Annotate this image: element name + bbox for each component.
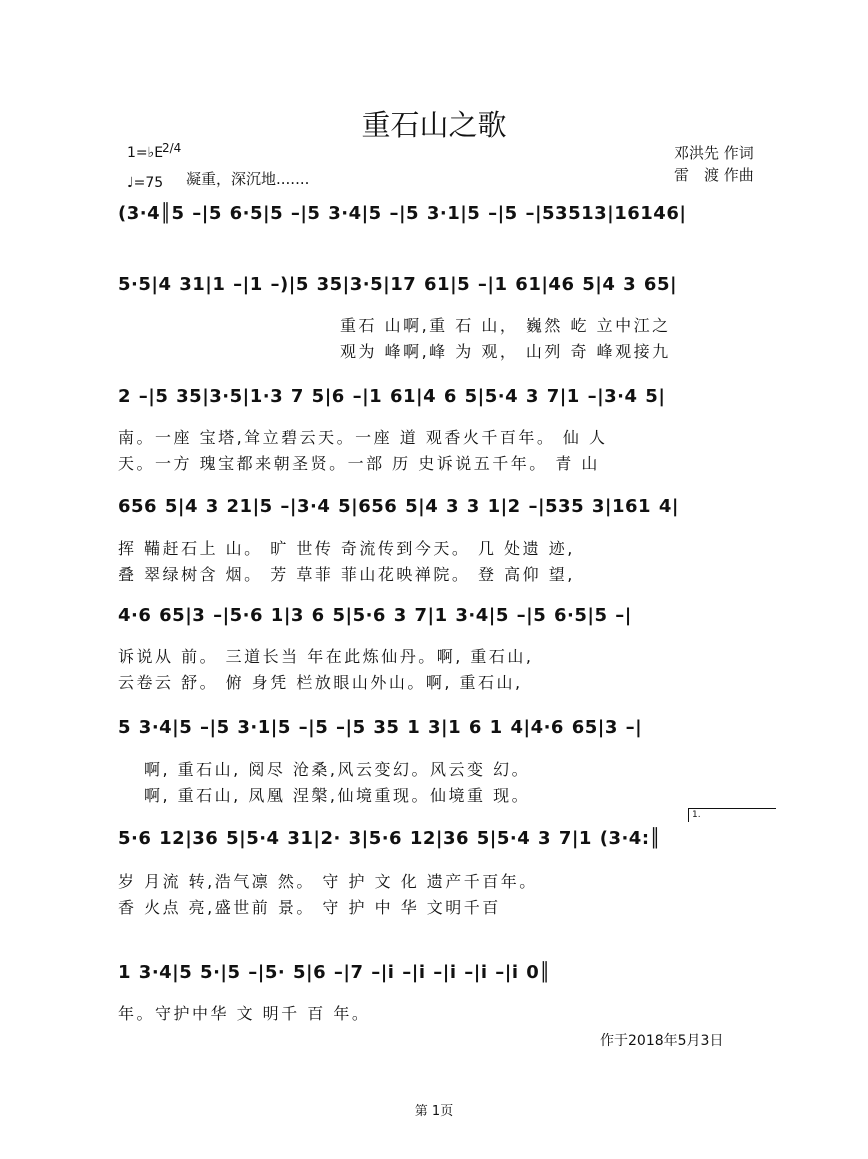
lyric-line-2a: 重石 山啊,重 石 山， 巍然 屹 立中江之 <box>340 316 671 335</box>
lyric-line-6a: 啊, 重石山, 阅尽 沧桑,风云变幻。风云变 幻。 <box>144 760 531 779</box>
music-system-1: (3·4║5 –|5 6·5|5 –|5 3·4|5 –|5 3·1|5 –|5 –|53513|16146| <box>118 203 687 224</box>
volta-bracket-line <box>688 808 776 809</box>
key-signature: 1=♭E <box>127 145 164 161</box>
composer-credit: 雷 渡 作曲 <box>674 166 754 184</box>
song-title: 重石山之歌 <box>361 108 507 142</box>
music-system-8: 1 3·4|5 5·|5 –|5· 5|6 –|7 –|i –|i –|i –|i –|i 0║ <box>118 962 551 983</box>
volta-label: 1. <box>692 810 701 820</box>
credits <box>674 142 754 186</box>
music-system-3: 2 –|5 35|3·5|1·3 7 5|6 –|1 61|4 6 5|5·4 3 7|1 –|3·4 5| <box>118 386 666 407</box>
lyric-line-3b: 天。一方 瑰宝都来朝圣贤。一部 历 史诉说五千年。 青 山 <box>118 454 600 473</box>
expression-marking: 凝重，深沉地....... <box>186 170 310 188</box>
tempo-marking: ♩=75 <box>127 175 164 191</box>
time-signature: 2/4 <box>162 141 182 155</box>
lyric-line-7a: 岁 月流 转,浩气凛 然。 守 护 文 化 遗产千百年。 <box>118 872 538 891</box>
composition-date: 作于2018年5月3日 <box>600 1033 724 1049</box>
lyric-line-3a: 南。一座 宝塔,耸立碧云天。一座 道 观香火千百年。 仙 人 <box>118 428 608 447</box>
music-system-2: 5·5|4 31|1 –|1 –)|5 35|3·5|17 61|5 –|1 61|46 5|4 3 65| <box>118 274 678 295</box>
page-number: 第 1页 <box>414 1104 454 1119</box>
lyric-line-4b: 叠 翠绿树含 烟。 芳 草菲 菲山花映禅院。 登 高仰 望, <box>118 565 575 584</box>
lyric-line-6b: 啊, 重石山, 凤凰 涅槃,仙境重现。仙境重 现。 <box>144 786 531 805</box>
lyric-line-4a: 挥 鞴赶石上 山。 旷 世传 奇流传到今天。 几 处遗 迹, <box>118 539 575 558</box>
lyric-line-7b: 香 火点 亮,盛世前 景。 守 护 中 华 文明千百 <box>118 898 501 917</box>
music-system-4: 656 5|4 3 21|5 –|3·4 5|656 5|4 3 3 1|2 –|535 3|161 4| <box>118 496 679 517</box>
lyric-line-5a: 诉说从 前。 三道长当 年在此炼仙丹。啊, 重石山, <box>118 647 534 666</box>
volta-bracket-hook <box>688 808 689 822</box>
lyricist-credit: 邓洪先 作词 <box>674 144 754 162</box>
music-system-6: 5 3·4|5 –|5 3·1|5 –|5 –|5 35 1 3|1 6 1 4|4·6 65|3 –| <box>118 717 643 738</box>
lyric-line-8: 年。守护中华 文 明千 百 年。 <box>118 1004 371 1023</box>
lyric-line-2b: 观为 峰啊,峰 为 观， 山列 奇 峰观接九 <box>340 342 671 361</box>
lyric-line-5b: 云卷云 舒。 俯 身凭 栏放眼山外山。啊, 重石山, <box>118 673 523 692</box>
music-system-5: 4·6 65|3 –|5·6 1|3 6 5|5·6 3 7|1 3·4|5 –|5 6·5|5 –| <box>118 605 632 626</box>
music-system-7: 5·6 12|36 5|5·4 31|2· 3|5·6 12|36 5|5·4 3 7|1 (3·4:║ <box>118 828 661 849</box>
